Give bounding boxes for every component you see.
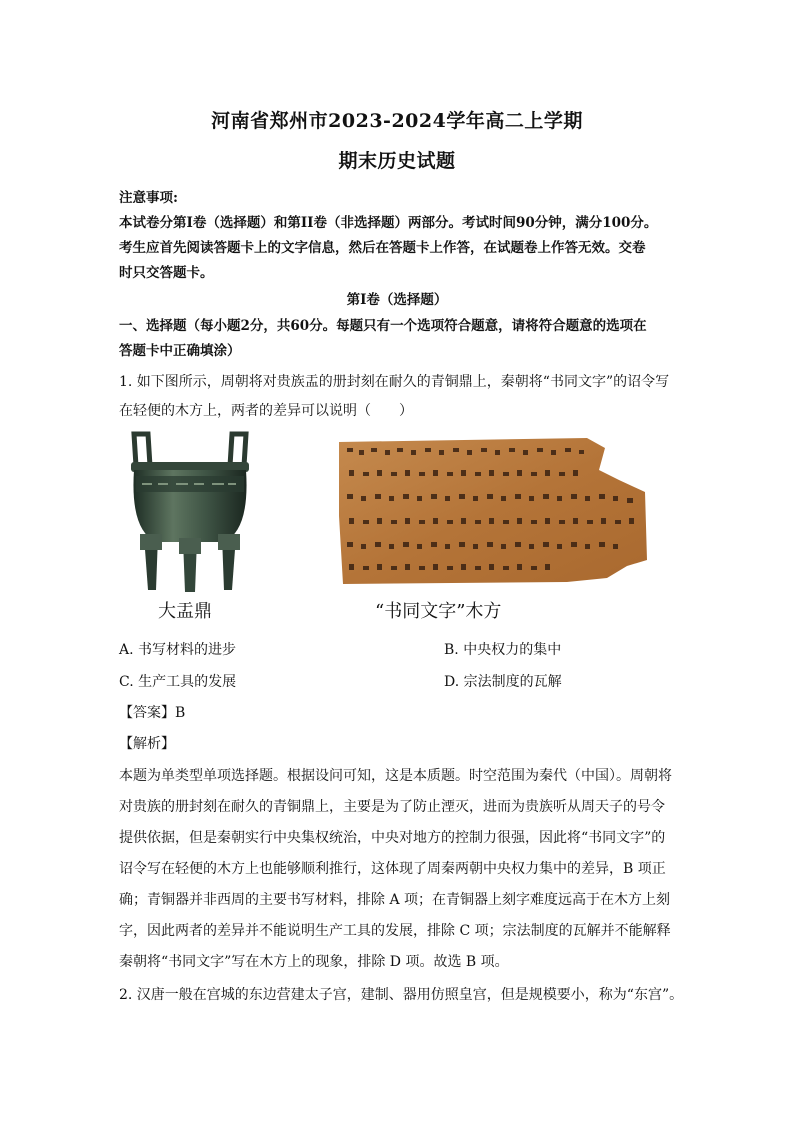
section-instructions-2: 答题卡中正确填涂） [119,343,241,359]
volume-heading: 第I卷（选择题） [346,292,448,308]
q1-analysis-line-6: 字，因此两者的差异并不能说明生产工具的发展，排除 C 项；宗法制度的瓦解并不能解释 [119,923,671,939]
wooden-tablet-image [337,436,649,586]
notice-line-1: 本试卷分第I卷（选择题）和第II卷（非选择题）两部分。考试时间90分钟，满分100分。 [119,215,658,231]
q1-analysis-line-5: 确；青铜器并非西周的主要书写材料，排除 A 项；在青铜器上刻字难度远高于在木方上刻 [119,892,671,908]
q1-analysis-line-4: 诏令写在轻便的木方上也能够顺利推行，这体现了周秦两朝中央权力集中的差异，B 项正 [119,861,666,877]
section-instructions-1: 一、选择题（每小题2分，共60分。每题只有一个选项符合题意，请将符合题意的选项在 [119,318,647,334]
q2-stem-line-1: 2. 汉唐一般在宫城的东边营建太子宫，建制、器用仿照皇宫，但是规模要小，称为“东宫”。 [119,987,684,1003]
q1-option-b[interactable]: B. 中央权力的集中 [444,642,562,658]
q1-stem-line-2: 在轻便的木方上，两者的差异可以说明（ ） [119,403,413,419]
notice-line-2: 考生应首先阅读答题卡上的文字信息，然后在答题卡上作答，在试题卷上作答无效。交卷 [119,240,646,256]
notice-line-3: 时只交答题卡。 [119,265,214,281]
q1-analysis-line-7: 秦朝将“书同文字”写在木方上的现象，排除 D 项。故选 B 项。 [119,954,509,970]
title-line-2: 期末历史试题 [338,150,456,172]
figure-caption-right: “书同文字”木方 [375,601,502,622]
q1-option-c[interactable]: C. 生产工具的发展 [119,674,237,690]
q1-analysis-line-2: 对贵族的册封刻在耐久的青铜鼎上，主要是为了防止湮灭，进而为贵族听从周天子的号令 [119,799,665,815]
notice-heading: 注意事项: [119,190,178,206]
q1-analysis-line-1: 本题为单类型单项选择题。根据设问可知，这是本质题。时空范围为秦代（中国）。周朝将 [119,768,672,784]
q1-option-a[interactable]: A. 书写材料的进步 [119,642,237,658]
q1-option-d[interactable]: D. 宗法制度的瓦解 [444,674,562,690]
q1-analysis-heading: 【解析】 [119,736,175,752]
da-yu-ding-image [128,430,252,592]
q1-stem-line-1: 1. 如下图所示，周朝将对贵族盂的册封刻在耐久的青铜鼎上，秦朝将“书同文字”的诏令写 [119,374,670,390]
q1-analysis-line-3: 提供依据，但是秦朝实行中央集权统治，中央对地方的控制力很强，因此将“书同文字”的 [119,830,666,846]
figure-caption-left: 大盂鼎 [158,601,212,622]
title-line-1: 河南省郑州市2023-2024学年高二上学期 [211,110,583,132]
q1-answer: 【答案】B [119,705,186,721]
